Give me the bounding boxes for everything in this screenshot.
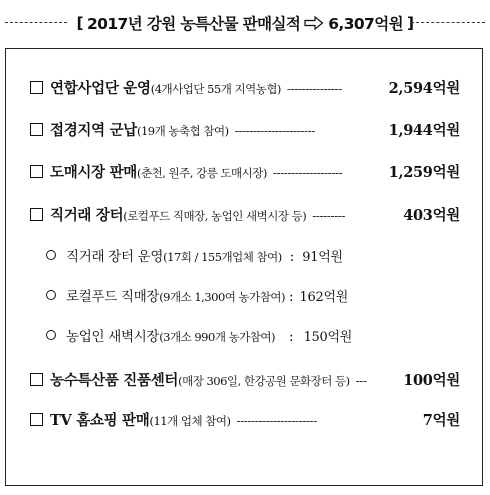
leader-dashes: --------------- <box>286 82 342 96</box>
item-detail: (로컬푸드 직매장, 농업인 새벽시장 등) <box>123 209 307 223</box>
sales-panel <box>5 48 483 486</box>
sub-item-detail: (17회 / 155개업체 참여) <box>163 250 282 264</box>
item-value: 1,259억원 <box>388 164 460 181</box>
list-item-tv-shopping <box>30 409 460 430</box>
circle-icon <box>46 290 56 300</box>
sub-item-label: 직거래 장터 운영 <box>66 249 164 265</box>
title-total: 6,307억원 <box>328 15 403 33</box>
title-open-bracket: [ <box>76 14 83 32</box>
item-value: 403억원 <box>403 207 460 224</box>
item-detail: (춘천, 원주, 강릉 도매시장) <box>137 166 267 180</box>
item-label: 농수특산품 진품센터 <box>50 372 179 389</box>
item-label: 직거래 장터 <box>50 207 124 224</box>
item-label: 연합사업단 운영 <box>50 80 151 97</box>
leader-dashes: --------- <box>312 209 346 223</box>
title-divider-left <box>5 22 67 23</box>
sub-item-value: 162억원 <box>299 290 348 305</box>
square-box-icon <box>30 208 43 221</box>
sub-item-separator: : <box>288 289 294 305</box>
square-box-icon <box>30 413 43 426</box>
title-text: 2017년 강원 농특산물 판매실적 <box>86 15 301 33</box>
leader-dashes: ---------------------- <box>234 124 315 138</box>
square-box-icon <box>30 123 43 136</box>
square-box-icon <box>30 81 43 94</box>
item-detail: (11개 업체 참여) <box>149 414 231 428</box>
circle-icon <box>46 330 56 340</box>
sub-item-separator: : <box>289 249 295 265</box>
item-label: 접경지역 군납 <box>50 122 137 139</box>
list-item-wholesale <box>30 161 460 182</box>
sub-item-label: 농업인 새벽시장 <box>66 329 160 345</box>
title-divider-right <box>411 22 485 23</box>
title-bar <box>0 6 490 40</box>
leader-dashes: ------------------- <box>272 166 343 180</box>
item-detail: (매장 306일, 한강공원 문화장터 등) <box>178 374 350 388</box>
sub-item-separator: : <box>289 329 294 345</box>
sub-item-value: 91억원 <box>302 250 343 265</box>
item-value: 100억원 <box>403 372 460 389</box>
list-item-military <box>30 119 460 140</box>
square-box-icon <box>30 373 43 386</box>
list-item-union <box>30 77 460 98</box>
item-value: 1,944억원 <box>388 122 460 139</box>
sub-item-label: 로컬푸드 직매장 <box>66 289 160 305</box>
item-detail: (4개사업단 55개 지역농협) <box>150 82 281 96</box>
item-value: 7억원 <box>422 412 460 429</box>
item-value: 2,594억원 <box>388 80 460 97</box>
item-detail: (19개 농축협 참여) <box>137 124 229 138</box>
hollow-right-arrow-icon <box>304 16 324 30</box>
page-title <box>71 12 420 34</box>
leader-dashes: --- <box>355 374 367 388</box>
sub-item-dawn-market <box>46 325 356 345</box>
item-label: 도매시장 판매 <box>50 164 137 181</box>
sub-item-direct-operation <box>46 245 356 265</box>
title-close-bracket: ] <box>407 14 414 32</box>
sub-item-local-food <box>46 285 356 305</box>
item-label: TV 홈쇼핑 판매 <box>50 412 150 429</box>
circle-icon <box>46 250 56 260</box>
list-item-specialty-center <box>30 369 460 390</box>
sub-item-value: 150억원 <box>303 330 353 345</box>
square-box-icon <box>30 165 43 178</box>
sub-item-detail: (3개소 990개 농가참여) <box>159 330 276 344</box>
sub-item-detail: (9개소 1,300여 농가참여) <box>159 290 285 304</box>
list-item-direct-market <box>30 204 460 225</box>
leader-dashes: ---------------------- <box>236 414 317 428</box>
